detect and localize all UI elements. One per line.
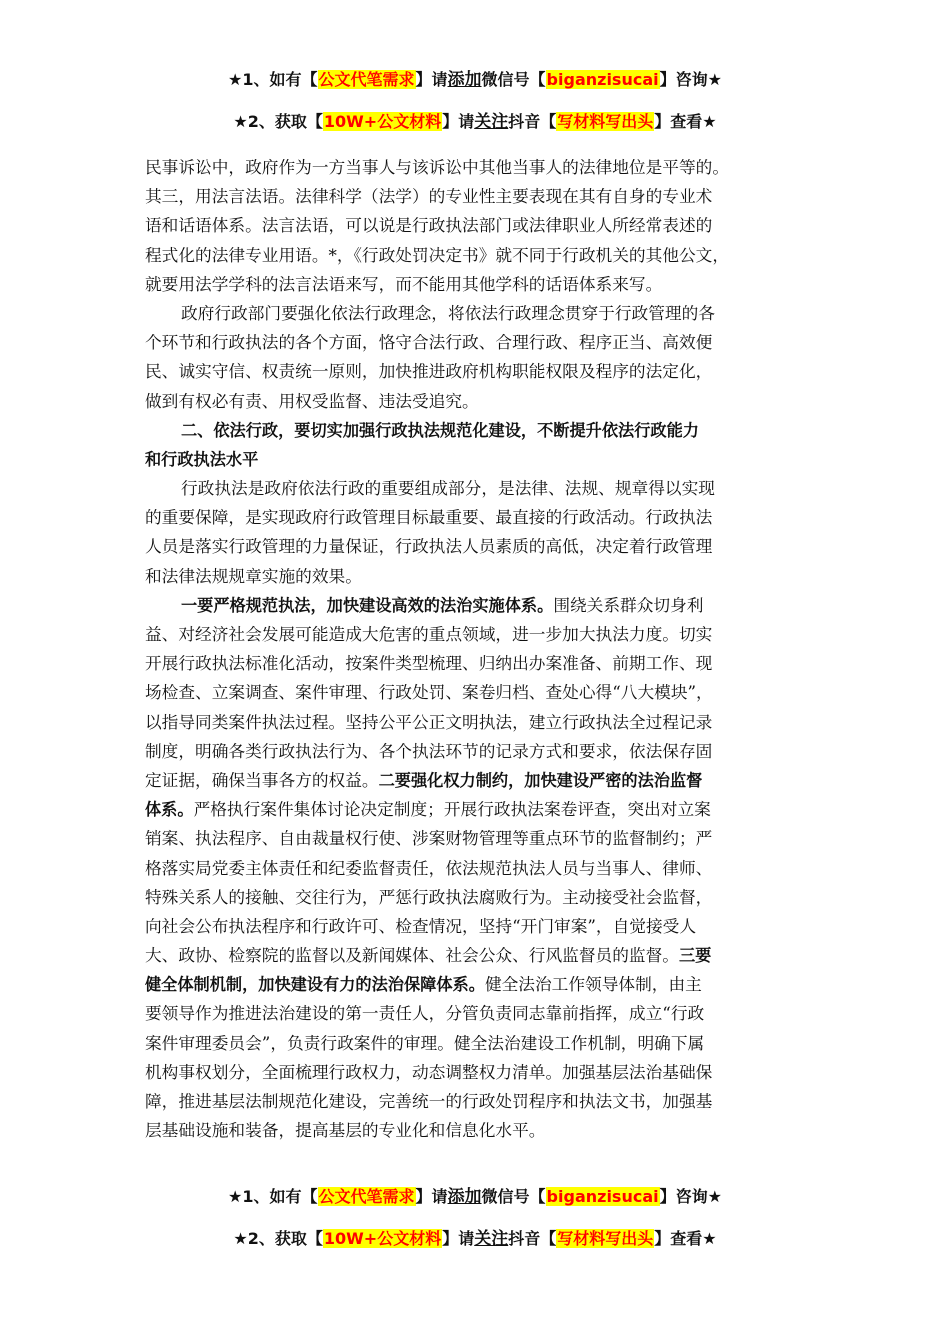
banner-text: 微信号【 xyxy=(481,1187,546,1206)
body-line: 案件审理委员会”，负责行政案件的审理。健全法治建设工作机制，明确下属 xyxy=(145,1032,705,1053)
banner-wechat-id[interactable]: biganzisucai xyxy=(546,70,659,89)
body-text: 围绕关系群众切身利 xyxy=(553,594,704,615)
body-line: 做到有权必有责、用权受监督、违法受追究。 xyxy=(145,390,479,411)
banner-highlight: 10W+公文材料 xyxy=(323,112,442,131)
body-line: 人员是落实行政管理的力量保证，行政执法人员素质的高低，决定着行政管理 xyxy=(145,536,713,557)
banner-prefix: ★2、获取【 xyxy=(233,112,323,131)
banner-douyin-id[interactable]: 写材料写出头 xyxy=(557,1229,654,1248)
header-banner-1 xyxy=(0,69,950,91)
body-line: 就要用法学学科的法言法语来写，而不能用其他学科的话语体系来写。 xyxy=(145,273,663,294)
body-line: 格落实局党委主体责任和纪委监督责任，依法规范执法人员与当事人、律师、 xyxy=(145,857,713,878)
banner-suffix: 】咨询★ xyxy=(659,1187,722,1206)
body-line xyxy=(145,591,805,620)
banner-prefix: ★2、获取【 xyxy=(233,1229,323,1248)
body-line: 层基础设施和装备，提高基层的专业化和信息化水平。 xyxy=(145,1120,546,1141)
body-line: 制度，明确各类行政执法行为、各个执法环节的记录方式和要求，依法保存固 xyxy=(145,740,713,761)
body-line: 障，推进基层法制规范化建设，完善统一的行政处罚程序和执法文书，加强基 xyxy=(145,1091,713,1111)
body-line: 行政执法是政府依法行政的重要组成部分，是法律、法规、规章得以实现 xyxy=(181,478,715,499)
body-line: 特殊关系人的接触、交往行为，严惩行政执法腐败行为。主动接受社会监督， xyxy=(145,886,713,907)
section-heading: 和行政执法水平 xyxy=(145,449,259,469)
body-line: 和法律法规规章实施的效果。 xyxy=(145,565,362,586)
banner-text: 】请 xyxy=(442,1229,475,1248)
body-line: 要领导作为推进法治建设的第一责任人，分管负责同志靠前指挥，成立“行政 xyxy=(145,1003,705,1024)
body-line: 开展行政执法标准化活动，按案件类型梳理、归纳出办案准备、前期工作、现 xyxy=(145,653,713,674)
bold-lead: 健全体制机制，加快建设有力的法治保障体系。 xyxy=(145,975,485,995)
banner-highlight: 公文代笔需求 xyxy=(318,1187,415,1206)
body-text: 大、政协、检察院的监督以及新闻媒体、社会公众、行风监督员的监督。 xyxy=(145,945,679,966)
banner-prefix: ★1、如有【 xyxy=(228,70,318,89)
body-line: 销案、执法程序、自由裁量权行使、涉案财物管理等重点环节的监督制约；严 xyxy=(145,828,713,849)
body-line: 其三，用法言法语。法律科学（法学）的专业性主要表现在其有自身的专业术 xyxy=(145,186,713,207)
body-line: 语和话语体系。法言法语，可以说是行政执法部门或法律职业人所经常表述的 xyxy=(145,215,713,236)
body-line: 益、对经济社会发展可能造成大危害的重点领域，进一步加大执法力度。切实 xyxy=(145,624,713,644)
banner-prefix: ★1、如有【 xyxy=(228,1187,318,1206)
bold-lead: 体系。 xyxy=(145,800,194,820)
banner-douyin-id[interactable]: 写材料写出头 xyxy=(557,112,654,131)
document-body xyxy=(145,153,805,1145)
bold-lead: 三要 xyxy=(679,946,712,966)
body-line: 个环节和行政执法的各个方面，恪守合法行政、合理行政、程序正当、高效便 xyxy=(145,332,713,353)
banner-underlined: 添加 xyxy=(447,1187,482,1207)
banner-highlight: 10W+公文材料 xyxy=(323,1229,442,1248)
body-line: 程式化的法律专业用语。*，《行政处罚决定书》就不同于行政机关的其他公文， xyxy=(145,244,730,265)
banner-suffix: 】咨询★ xyxy=(659,70,722,89)
body-line: 民事诉讼中，政府作为一方当事人与该诉讼中其他当事人的法律地位是平等的。 xyxy=(145,157,730,177)
footer-banner-1 xyxy=(0,1186,950,1208)
body-text: 健全法治工作领导体制，由主 xyxy=(484,974,702,995)
body-line: 以指导同类案件执法过程。坚持公平公正文明执法，建立行政执法全过程记录 xyxy=(145,711,713,732)
body-line: 政府行政部门要强化依法行政理念，将依法行政理念贯穿于行政管理的各 xyxy=(181,302,715,323)
body-line xyxy=(145,795,805,824)
body-line xyxy=(145,766,805,795)
body-line xyxy=(145,941,805,970)
section-heading: 二、依法行政，要切实加强行政执法规范化建设，不断提升依法行政能力 xyxy=(181,420,699,440)
bold-lead: 二要强化权力制约，加快建设严密的法治监督 xyxy=(378,770,703,790)
footer-banner-2 xyxy=(0,1228,950,1250)
body-line: 向社会公布执法程序和行政许可、检查情况，坚持“开门审案”，自觉接受人 xyxy=(145,915,697,936)
header-banner-2 xyxy=(0,111,950,133)
body-line: 场检查、立案调查、案件审理、行政处罚、案卷归档、查处心得“八大模块”， xyxy=(145,682,713,703)
body-line: 民、诚实守信、权责统一原则，加快推进政府机构职能权限及程序的法定化， xyxy=(145,361,713,382)
banner-underlined: 添加 xyxy=(447,70,482,90)
body-line: 的重要保障，是实现政府行政管理目标最重要、最直接的行政活动。行政执法 xyxy=(145,507,713,528)
banner-text: 微信号【 xyxy=(481,70,546,89)
banner-text: 抖音【 xyxy=(508,1229,557,1248)
bold-lead: 一要严格规范执法，加快建设高效的法治实施体系。 xyxy=(181,595,554,615)
banner-underlined: 关注 xyxy=(474,1229,509,1249)
body-text: 严格执行案件集体讨论决定制度；开展行政执法案卷评查，突出对立案 xyxy=(193,799,711,820)
body-line: 机构事权划分，全面梳理行政权力，动态调整权力清单。加强基层法治基础保 xyxy=(145,1061,713,1082)
banner-highlight: 公文代笔需求 xyxy=(318,70,415,89)
banner-text: 抖音【 xyxy=(508,112,557,131)
body-text: 定证据，确保当事各方的权益。 xyxy=(145,769,379,790)
banner-text: 】请 xyxy=(415,1187,448,1206)
banner-suffix: 】查看★ xyxy=(654,112,717,131)
banner-text: 】请 xyxy=(442,112,475,131)
banner-underlined: 关注 xyxy=(474,112,509,132)
body-line xyxy=(145,970,805,999)
banner-text: 】请 xyxy=(415,70,448,89)
banner-wechat-id[interactable]: biganzisucai xyxy=(546,1187,659,1206)
banner-suffix: 】查看★ xyxy=(654,1229,717,1248)
